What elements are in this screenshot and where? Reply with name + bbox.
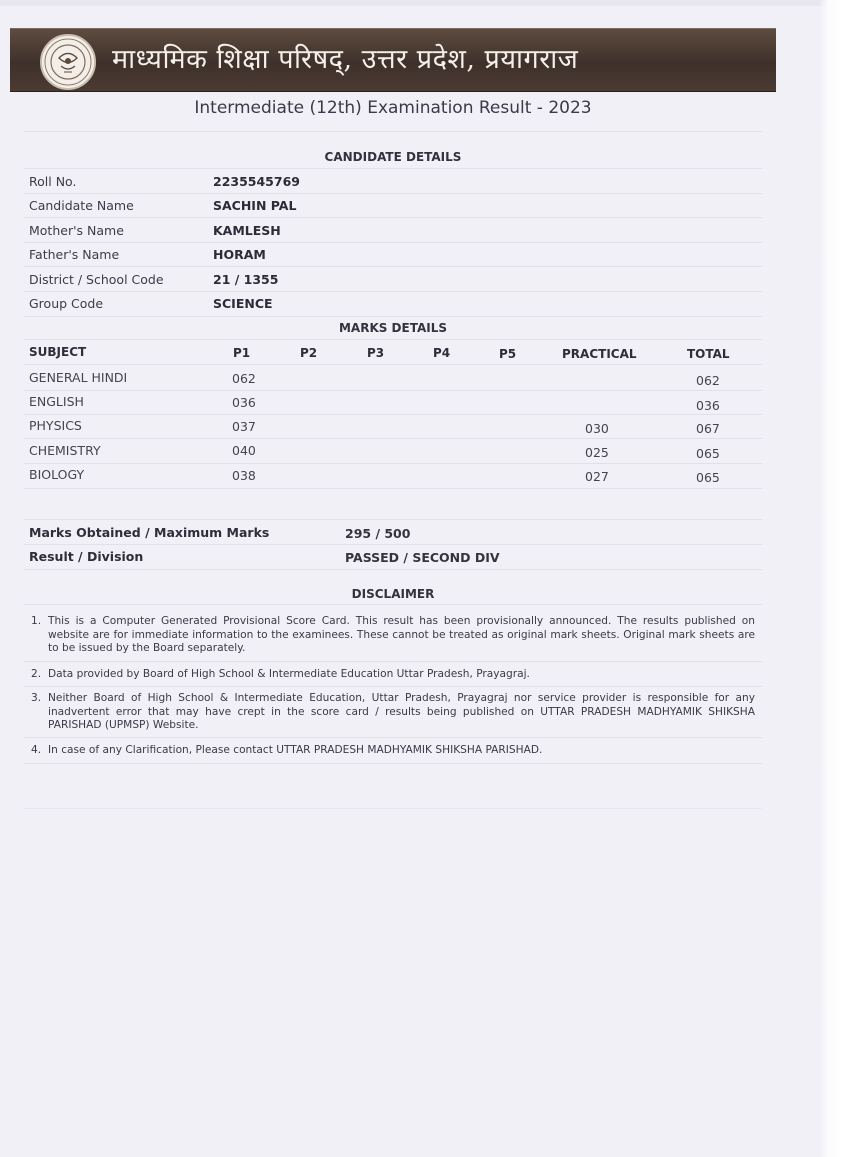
scan-edge-right [819, 0, 841, 1157]
p1-cell: 036 [232, 395, 256, 410]
district-school-code-value: 21 / 1355 [213, 272, 279, 287]
roll-no-value: 2235545769 [213, 174, 300, 189]
result-division-label: Result / Division [29, 549, 144, 564]
fathers-name-value: HORAM [213, 247, 266, 262]
col-p1: P1 [233, 346, 251, 360]
disclaimer-item [31, 668, 755, 682]
subject-cell: ENGLISH [29, 394, 84, 409]
roll-no-label: Roll No. [29, 174, 77, 189]
practical-cell: 030 [585, 421, 609, 436]
group-code-label: Group Code [29, 296, 104, 311]
col-total: TOTAL [687, 347, 730, 361]
col-p4: P4 [433, 346, 451, 360]
divider [24, 686, 762, 687]
divider [24, 242, 762, 243]
divider [24, 763, 762, 764]
marks-details-heading: MARKS DETAILS [338, 321, 448, 335]
divider [24, 339, 762, 340]
board-banner [10, 28, 776, 92]
disclaimer-item [31, 744, 755, 758]
practical-cell: 027 [585, 469, 609, 484]
divider [24, 661, 762, 662]
candidate-details-heading: CANDIDATE DETAILS [324, 150, 462, 164]
disclaimer-number: 4. [31, 744, 42, 756]
col-p3: P3 [367, 346, 385, 360]
divider [24, 604, 762, 605]
subject-cell: GENERAL HINDI [29, 370, 128, 385]
disclaimer-text: This is a Computer Generated Provisional Score Card. This result has been provisionally announced. The results published on website are for immediate information to the examinees. These cannot be treated as original mark sheets. Original mark sheets are to be issued by the Board separately. [48, 615, 755, 654]
disclaimer-number: 1. [31, 615, 42, 627]
fathers-name-label: Father's Name [29, 247, 120, 262]
divider [24, 390, 762, 391]
marks-obtained-label: Marks Obtained / Maximum Marks [29, 525, 270, 540]
subject-cell: BIOLOGY [29, 467, 85, 482]
candidate-name-value: SACHIN PAL [213, 198, 297, 213]
candidate-name-label: Candidate Name [29, 198, 134, 213]
divider [24, 808, 762, 809]
divider [24, 364, 762, 365]
col-practical: PRACTICAL [562, 347, 637, 361]
divider [24, 291, 762, 292]
total-cell: 036 [696, 398, 720, 413]
divider [24, 438, 762, 439]
subject-cell: PHYSICS [29, 418, 82, 433]
divider [24, 569, 762, 570]
disclaimer-heading: DISCLAIMER [351, 587, 435, 601]
disclaimer-number: 3. [31, 692, 42, 704]
divider [24, 316, 762, 317]
col-p2: P2 [300, 346, 318, 360]
p1-cell: 040 [232, 443, 256, 458]
divider [24, 414, 762, 415]
divider [24, 193, 762, 194]
p1-cell: 037 [232, 419, 256, 434]
mothers-name-label: Mother's Name [29, 223, 124, 238]
divider [24, 217, 762, 218]
exam-title: Intermediate (12th) Examination Result - 2023 [194, 98, 592, 118]
divider [24, 131, 762, 132]
total-cell: 062 [696, 373, 720, 388]
p1-cell: 062 [232, 371, 256, 386]
disclaimer-text: In case of any Clarification, Please contact UTTAR PRADESH MADHYAMIK SHIKSHA PARISHAD. [48, 744, 543, 756]
divider [24, 544, 762, 545]
total-cell: 065 [696, 470, 720, 485]
subject-cell: CHEMISTRY [29, 443, 101, 458]
col-p5: P5 [499, 347, 517, 361]
p1-cell: 038 [232, 468, 256, 483]
scan-edge-top [0, 0, 841, 6]
group-code-value: SCIENCE [213, 296, 273, 311]
divider [24, 737, 762, 738]
divider [24, 488, 762, 489]
disclaimer-text: Data provided by Board of High School & Intermediate Education Uttar Pradesh, Prayagraj. [48, 668, 530, 680]
divider [24, 519, 762, 520]
mothers-name-value: KAMLESH [213, 223, 281, 238]
divider [24, 168, 762, 169]
total-cell: 065 [696, 446, 720, 461]
result-division-value: PASSED / SECOND DIV [345, 550, 500, 565]
marks-obtained-value: 295 / 500 [345, 526, 411, 541]
total-cell: 067 [696, 421, 720, 436]
up-government-emblem-icon [40, 34, 96, 90]
district-school-code-label: District / School Code [29, 272, 164, 287]
disclaimer-item [31, 692, 755, 733]
divider [24, 266, 762, 267]
board-title: माध्यमिक शिक्षा परिषद्, उत्तर प्रदेश, प्रयागराज [112, 44, 579, 75]
col-subject: SUBJECT [29, 345, 87, 359]
practical-cell: 025 [585, 445, 609, 460]
disclaimer-number: 2. [31, 668, 42, 680]
disclaimer-text: Neither Board of High School & Intermediate Education, Uttar Pradesh, Prayagraj nor service provider is responsible for any inadvertent error that may have crept in the score card / results being published on UTTAR PRADESH MADHYAMIK SHIKSHA PARISHAD (UPMSP) Website. [48, 692, 755, 731]
divider [24, 463, 762, 464]
disclaimer-item [31, 615, 755, 656]
